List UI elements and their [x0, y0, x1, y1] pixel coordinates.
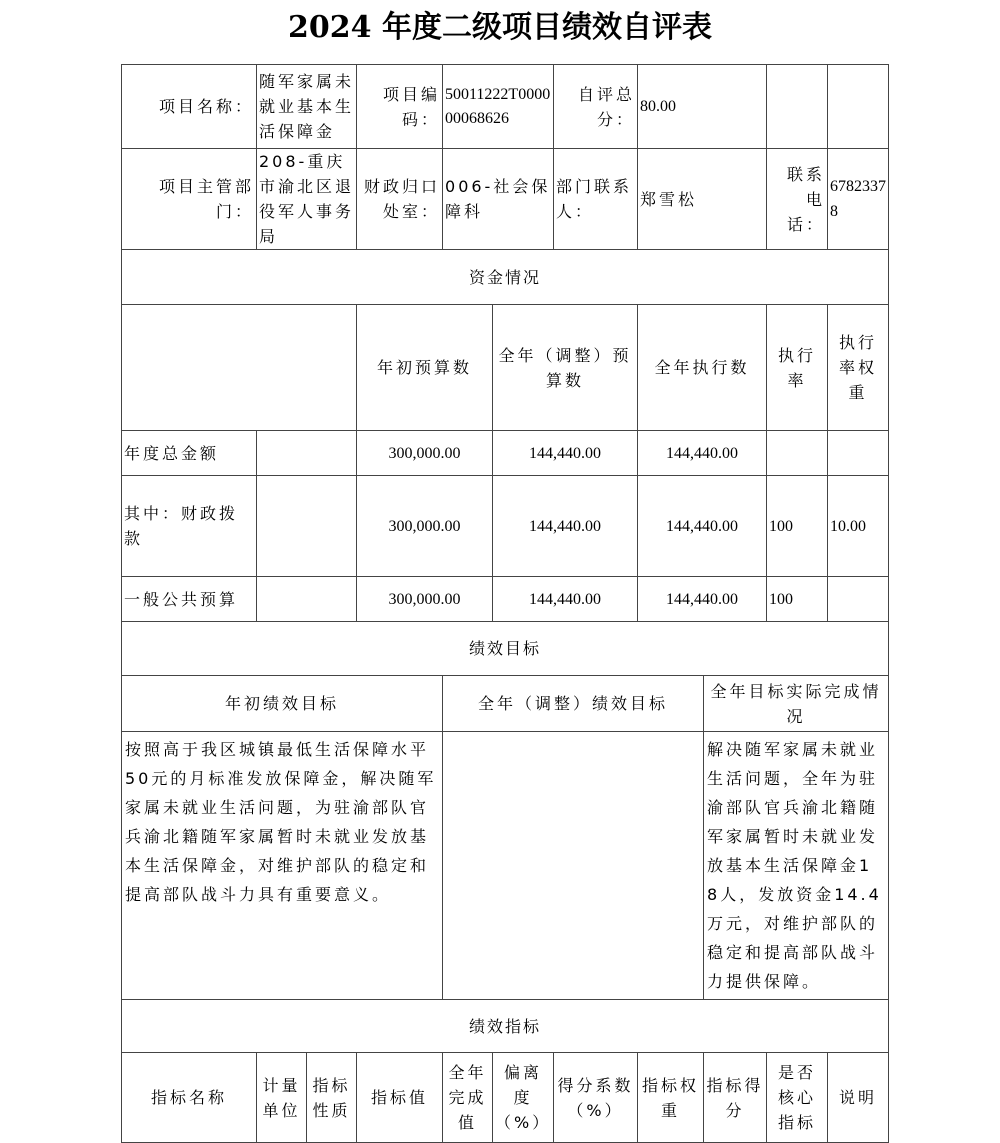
goals-header-actual: 全年目标实际完成情况 [704, 676, 889, 732]
dept-value: 208-重庆市渝北区退役军人事务局 [257, 149, 357, 250]
funds-row-adjusted: 144,440.00 [493, 431, 638, 476]
funds-row-executed: 144,440.00 [638, 577, 767, 622]
funds-header-initial: 年初预算数 [357, 305, 493, 431]
indicator-header-core: 是否核心指标 [767, 1053, 828, 1143]
indicator-header-value: 指标值 [357, 1053, 443, 1143]
finance-office-label: 财政归口处室： [357, 149, 443, 250]
empty-cell [257, 431, 357, 476]
actual-completion-text: 解决随军家属未就业生活问题，全年为驻渝部队官兵渝北籍随军家属暂时未就业发放基本生活保障金18人，发放资金14.4万元，对维护部队的稳定和提高部队战斗力提供保障。 [704, 732, 889, 1000]
funds-row-executed: 144,440.00 [638, 431, 767, 476]
funds-row-weight [828, 431, 889, 476]
funds-row-initial: 300,000.00 [357, 476, 493, 577]
table-row [122, 476, 889, 577]
project-name-value: 随军家属未就业基本生活保障金 [257, 65, 357, 149]
funds-row-initial: 300,000.00 [357, 577, 493, 622]
table-row [122, 577, 889, 622]
funds-row-label: 年度总金额 [122, 431, 257, 476]
initial-goal-text: 按照高于我区城镇最低生活保障水平50元的月标准发放保障金，解决随军家属未就业生活问题，为驻渝部队官兵渝北籍随军家属暂时未就业发放基本生活保障金，对维护部队的稳定和提高部队战斗力具有重要意义。 [122, 732, 443, 1000]
evaluation-table [121, 64, 889, 1143]
empty-cell [257, 577, 357, 622]
finance-office-value: 006-社会保障科 [443, 149, 554, 250]
contact-value: 郑雪松 [638, 149, 767, 250]
indicator-header-name: 指标名称 [122, 1053, 257, 1143]
funds-row-adjusted: 144,440.00 [493, 577, 638, 622]
funds-row-weight [828, 577, 889, 622]
empty-cell [257, 476, 357, 577]
self-score-label: 自评总分： [554, 65, 638, 149]
table-row [122, 431, 889, 476]
project-name-label: 项目名称： [122, 65, 257, 149]
indicator-header-score: 指标得分 [704, 1053, 767, 1143]
indicator-header-unit: 计量单位 [257, 1053, 307, 1143]
page-title: 2024 年度二级项目绩效自评表 [288, 10, 712, 45]
contact-label: 部门联系人： [554, 149, 638, 250]
goals-header-initial: 年初绩效目标 [122, 676, 443, 732]
funds-row-label: 其中：财政拨款 [122, 476, 257, 577]
indicator-header-note: 说明 [828, 1053, 889, 1143]
funds-row-rate: 100 [767, 577, 828, 622]
funds-header-blank [122, 305, 357, 431]
self-score-value: 80.00 [638, 65, 767, 149]
phone-label: 联系电话： [767, 149, 828, 250]
funds-row-executed: 144,440.00 [638, 476, 767, 577]
funds-header-weight: 执行率权重 [828, 305, 889, 431]
funds-row-initial: 300,000.00 [357, 431, 493, 476]
goals-header-adjusted: 全年（调整）绩效目标 [443, 676, 704, 732]
funds-header-adjusted: 全年（调整）预算数 [493, 305, 638, 431]
funds-section-title: 资金情况 [122, 250, 889, 305]
indicator-header-completed: 全年完成值 [443, 1053, 493, 1143]
indicator-header-coefficient: 得分系数（%） [554, 1053, 638, 1143]
funds-row-label: 一般公共预算 [122, 577, 257, 622]
empty-cell [767, 65, 828, 149]
adjusted-goal-text [443, 732, 704, 1000]
funds-row-rate: 100 [767, 476, 828, 577]
goals-section-title: 绩效目标 [122, 622, 889, 676]
indicator-header-nature: 指标性质 [307, 1053, 357, 1143]
indicators-section-title: 绩效指标 [122, 1000, 889, 1053]
funds-header-rate: 执行率 [767, 305, 828, 431]
phone-value: 67823378 [828, 149, 889, 250]
indicator-header-deviation: 偏离度（%） [493, 1053, 554, 1143]
project-code-value: 50011222T000000068626 [443, 65, 554, 149]
indicator-header-weight: 指标权重 [638, 1053, 704, 1143]
project-code-label: 项目编码： [357, 65, 443, 149]
funds-row-adjusted: 144,440.00 [493, 476, 638, 577]
funds-header-executed: 全年执行数 [638, 305, 767, 431]
funds-row-rate [767, 431, 828, 476]
empty-cell [828, 65, 889, 149]
dept-label: 项目主管部门： [122, 149, 257, 250]
funds-row-weight: 10.00 [828, 476, 889, 577]
